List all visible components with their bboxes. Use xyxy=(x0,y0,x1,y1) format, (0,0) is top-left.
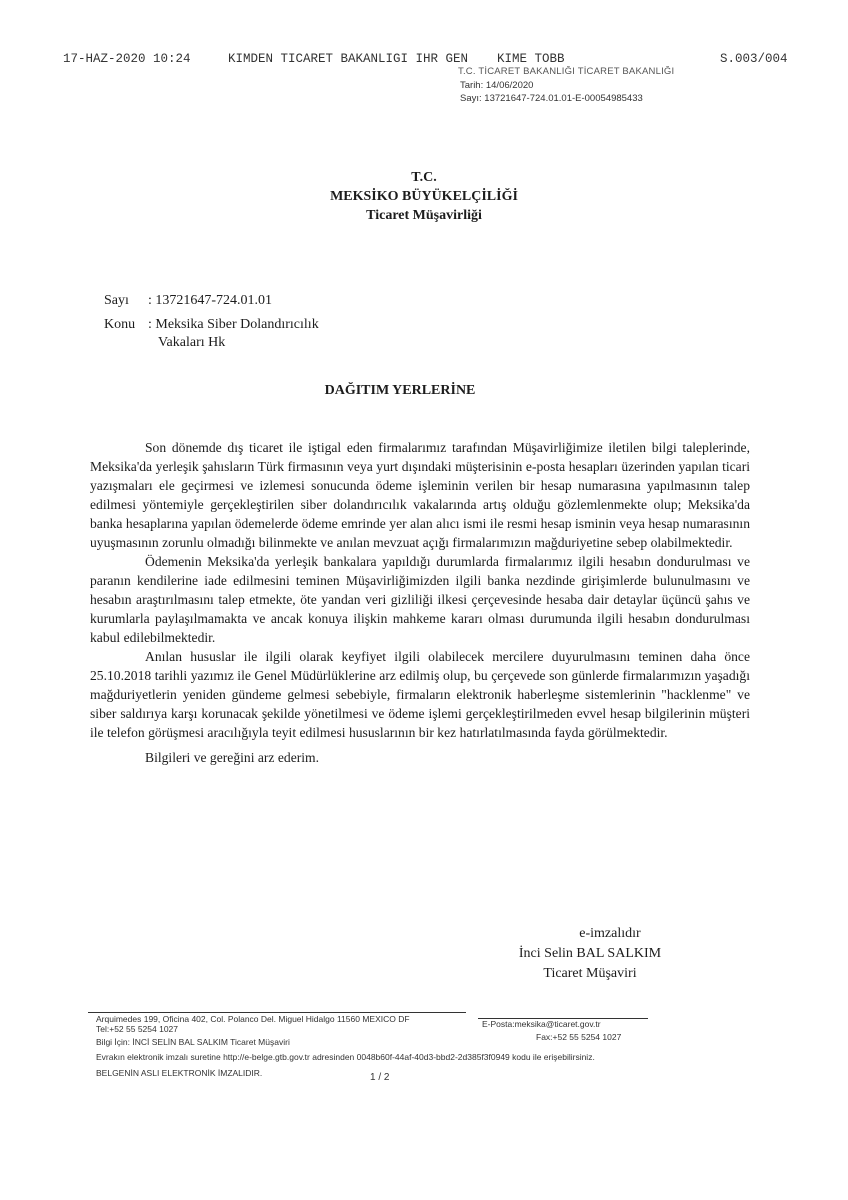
footer-notice: BELGENİN ASLI ELEKTRONİK İMZALIDIR. xyxy=(96,1068,263,1078)
paragraph-2: Ödemenin Meksika'da yerleşik bankalara yapıldığı durumlarda firmalarımız ilgili hesabın dondurulması ve paranın kendilerine iade edilmesini teminen Müşavirliğimizden ilgili banka nezdinde girişimlerde bulunulmasını ve hesabın araştırılmasını talep etmekte, öte yandan veri gizliliği ilkesi çerçevesinde hesaba dair detaylar üçüncü şahıs ve kurumlarla paylaşılmamakta ve ancak konuya ilişkin mahkeme kararı olması durumunda ilgili hesabın dondurulması kabul edilebilmektedir. xyxy=(90,554,750,645)
page-number: 1 / 2 xyxy=(370,1072,390,1083)
stamp-institution: T.C. TİCARET BAKANLIĞI TİCARET BAKANLIĞI xyxy=(458,66,675,77)
sayi-label: Sayı xyxy=(104,293,129,308)
letterhead-embassy: MEKSİKO BÜYÜKELÇİLİĞİ xyxy=(330,189,518,204)
letterhead-office: Ticaret Müşavirliği xyxy=(366,208,482,223)
footer-address: Arquimedes 199, Oficina 402, Col. Polanco Del. Miguel Hidalgo 11560 MEXICO DF xyxy=(96,1014,410,1024)
konu-value-cont: Vakaları Hk xyxy=(158,335,226,350)
fax-page: S.003/004 xyxy=(720,52,788,66)
footer-verify-note: Evrakın elektronik imzalı suretine http://e-belge.gtb.gov.tr adresinden 0048b60f-44af-40d3-bbd2-2d385f3f0949 kodu ile erişebilirsiniz. xyxy=(96,1052,595,1062)
letterhead-tc: T.C. xyxy=(411,170,437,185)
paragraph-3: Anılan hususlar ile ilgili olarak keyfiyet ilgili olabilecek mercilere duyurulmasını teminen daha önce 25.10.2018 tarihli yazımız ile Genel Müdürlüklerine arz edilmiş olup, bu çerçevede son günlerde firmalarımızın yaşadığı mağduriyetlerin yeniden gündeme gelmesi sebebiyle, firmaların elektronik haberleşme sistemlerinin "hacklenme" ve siber saldırıya karşı korunacak şekilde yönetilmesi ve ödeme işlemi gerçekleştirilmeden evvel hesap bilgilerinin müşteri ile telefon görüşmesi aracılığıyla teyit edilmesi hususlarının bir kez hatırlatılmasında fayda görülmektedir. xyxy=(90,649,750,740)
letter-body xyxy=(90,438,750,767)
signature-block xyxy=(480,924,700,984)
recipient-heading: DAĞITIM YERLERİNE xyxy=(324,383,476,398)
footer-tel: Tel:+52 55 5254 1027 xyxy=(96,1024,179,1034)
fax-datetime: 17-HAZ-2020 10:24 xyxy=(63,52,191,66)
footer-rule-left xyxy=(88,1012,466,1013)
signatory-title: Ticaret Müşaviri xyxy=(543,966,637,981)
footer-fax: Fax:+52 55 5254 1027 xyxy=(536,1032,622,1042)
signature-note: e-imzalıdır xyxy=(579,926,641,941)
stamp-number: Sayı: 13721647-724.01.01-E-00054985433 xyxy=(460,93,643,104)
footer-contact: Bilgi İçin: İNCİ SELİN BAL SALKIM Ticaret Müşaviri xyxy=(96,1037,290,1047)
footer-email: E-Posta:meksika@ticaret.gov.tr xyxy=(482,1019,601,1029)
signatory-name: İnci Selin BAL SALKIM xyxy=(518,946,662,961)
fax-to: KIME TOBB xyxy=(497,52,565,66)
fax-from: KIMDEN TICARET BAKANLIGI IHR GEN xyxy=(228,52,469,66)
stamp-date: Tarih: 14/06/2020 xyxy=(460,80,534,91)
konu-label: Konu xyxy=(104,317,136,332)
paragraph-4: Bilgileri ve gereğini arz ederim. xyxy=(145,750,320,765)
konu-value: : Meksika Siber Dolandırıcılık xyxy=(148,317,319,332)
paragraph-1: Son dönemde dış ticaret ile iştigal eden firmalarımız tarafından Müşavirliğimize iletilen bilgi taleplerinde, Meksika'da yerleşik şahısların Türk firmasının veya yurt dışındaki müşterisinin e-posta hesapları üzerinden yapılan ticari yazışmaları ele geçirmesi ve izlemesi sonucunda ödeme işleminin verilen bir hesap numarasına yapılmasının talep edilmesi yöntemiyle gerçekleştirilen siber dolandırıcılık vakalarında artış olduğu gözlemlenmekte olup; Meksika'da banka hesaplarına yapılan ödemelerde ödeme emrinde yer alan alıcı ismi ile resmi hesap isminin veya hesap numarasının uyuşmasının zorunlu olmadığı bilinmekte ve anılan mevzuat açığı firmalarımızın mağduriyetine sebep olabilmektedir. xyxy=(90,440,750,550)
sayi-value: : 13721647-724.01.01 xyxy=(148,293,273,308)
